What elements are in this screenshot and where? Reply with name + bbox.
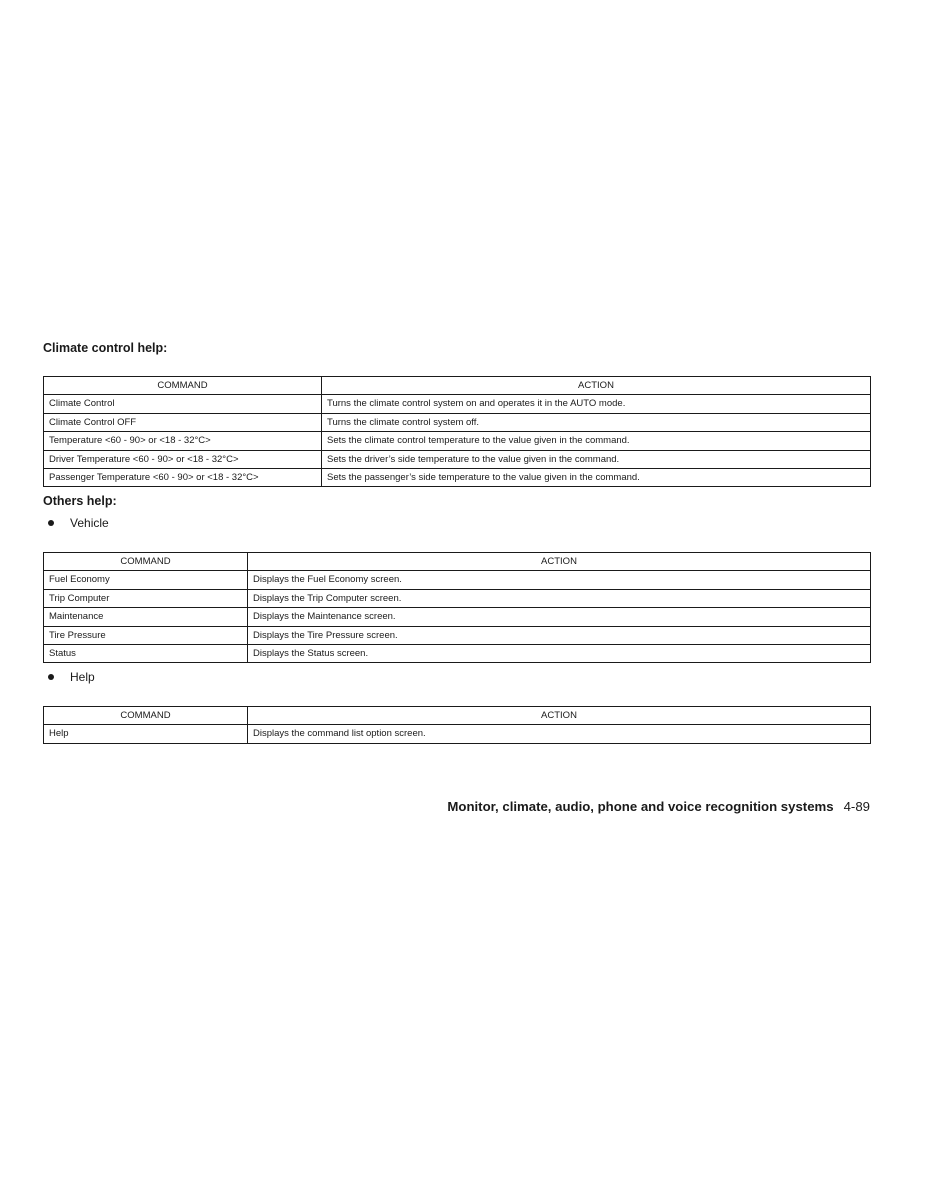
table-header-row [44, 707, 871, 725]
help-bullet-item [45, 670, 95, 684]
action-column-header: ACTION [248, 707, 871, 725]
page-number: 4-89 [843, 799, 870, 814]
action-column-header: ACTION [322, 377, 871, 395]
action-cell: Displays the Trip Computer screen. [248, 589, 871, 607]
command-cell: Driver Temperature <60 - 90> or <18 - 32°C> [44, 450, 322, 468]
command-column-header: COMMAND [44, 377, 322, 395]
table-row [44, 626, 871, 644]
action-cell: Sets the driver’s side temperature to the value given in the command. [322, 450, 871, 468]
page-footer [447, 799, 870, 814]
table-header-row [44, 377, 871, 395]
command-cell: Maintenance [44, 608, 248, 626]
others-help-heading: Others help: [43, 494, 117, 508]
action-cell: Sets the climate control temperature to the value given in the command. [322, 432, 871, 450]
command-cell: Temperature <60 - 90> or <18 - 32°C> [44, 432, 322, 450]
command-cell: Status [44, 644, 248, 662]
vehicle-command-table [43, 552, 871, 663]
bullet-icon [48, 520, 54, 526]
action-cell: Sets the passenger’s side temperature to the value given in the command. [322, 468, 871, 486]
table-row [44, 413, 871, 431]
table-row [44, 450, 871, 468]
command-cell: Fuel Economy [44, 571, 248, 589]
command-cell: Passenger Temperature <60 - 90> or <18 - 32°C> [44, 468, 322, 486]
table-row [44, 644, 871, 662]
bullet-icon [48, 674, 54, 680]
action-cell: Turns the climate control system off. [322, 413, 871, 431]
help-command-table [43, 706, 871, 744]
action-cell: Turns the climate control system on and operates it in the AUTO mode. [322, 395, 871, 413]
action-cell: Displays the command list option screen. [248, 725, 871, 743]
command-cell: Help [44, 725, 248, 743]
command-cell: Climate Control OFF [44, 413, 322, 431]
table-row [44, 468, 871, 486]
command-cell: Tire Pressure [44, 626, 248, 644]
climate-control-command-table [43, 376, 871, 487]
footer-section-title: Monitor, climate, audio, phone and voice recognition systems [447, 799, 834, 814]
table-row [44, 571, 871, 589]
action-cell: Displays the Maintenance screen. [248, 608, 871, 626]
command-column-header: COMMAND [44, 707, 248, 725]
climate-control-help-heading: Climate control help: [43, 341, 168, 355]
table-header-row [44, 553, 871, 571]
action-cell: Displays the Fuel Economy screen. [248, 571, 871, 589]
vehicle-bullet-item [45, 516, 109, 530]
table-row [44, 432, 871, 450]
action-column-header: ACTION [248, 553, 871, 571]
action-cell: Displays the Tire Pressure screen. [248, 626, 871, 644]
table-row [44, 608, 871, 626]
table-row [44, 725, 871, 743]
command-column-header: COMMAND [44, 553, 248, 571]
action-cell: Displays the Status screen. [248, 644, 871, 662]
command-cell: Trip Computer [44, 589, 248, 607]
table-row [44, 589, 871, 607]
help-bullet-label: Help [70, 670, 95, 684]
vehicle-bullet-label: Vehicle [70, 516, 109, 530]
table-row [44, 395, 871, 413]
command-cell: Climate Control [44, 395, 322, 413]
